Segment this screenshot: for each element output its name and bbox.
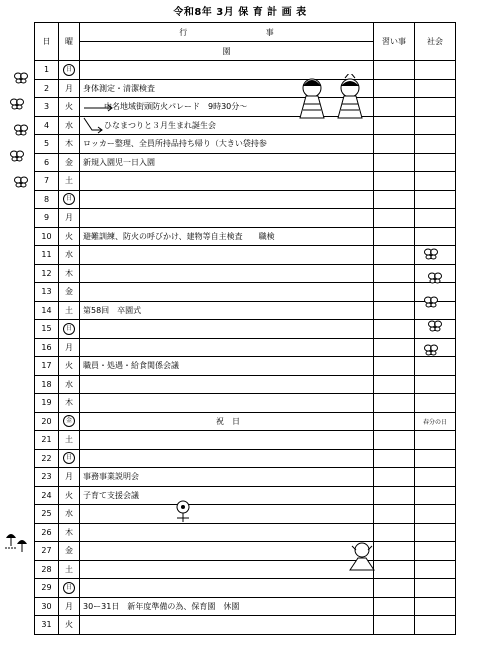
lessons-cell: [374, 523, 415, 542]
day-cell: 5: [35, 135, 59, 154]
weekday-cell: [59, 209, 80, 228]
day-cell: 31: [35, 616, 59, 635]
lessons-cell: [374, 153, 415, 172]
table-row: [35, 338, 456, 357]
event-cell: [80, 560, 374, 579]
weekday-label: 火: [65, 231, 73, 241]
weekday-cell: [59, 61, 80, 80]
lessons-cell: [374, 542, 415, 561]
header-day: 日: [35, 23, 59, 61]
table-row: [35, 79, 456, 98]
lessons-cell: [374, 190, 415, 209]
society-cell: [415, 468, 456, 487]
header-events: [80, 23, 374, 61]
day-cell: 17: [35, 357, 59, 376]
lessons-cell: [374, 431, 415, 450]
header-society: 社会: [415, 23, 456, 61]
day-cell: 22: [35, 449, 59, 468]
day-cell: 25: [35, 505, 59, 524]
weekday-label: 木: [65, 268, 73, 278]
weekday-cell: [59, 486, 80, 505]
lessons-cell: [374, 320, 415, 339]
weekday-label: 土: [65, 564, 73, 574]
lessons-cell: [374, 486, 415, 505]
weekday-label: 月: [65, 83, 73, 93]
day-cell: 6: [35, 153, 59, 172]
weekday-cell: [59, 227, 80, 246]
table-row: [35, 412, 456, 431]
society-cell: [415, 116, 456, 135]
table-row: [35, 283, 456, 302]
day-cell: 7: [35, 172, 59, 191]
weekday-label: 水: [65, 250, 73, 260]
weekday-cell: [59, 449, 80, 468]
weekday-label: 金: [65, 157, 73, 167]
lessons-cell: [374, 505, 415, 524]
table-row: [35, 209, 456, 228]
header-lessons: 習い事: [374, 23, 415, 61]
event-cell: 身体測定・清潔検査: [80, 79, 374, 98]
weekday-cell: [59, 301, 80, 320]
weekday-label: 月: [65, 601, 73, 611]
weekday-cell: [59, 505, 80, 524]
society-cell: [415, 597, 456, 616]
society-cell: [415, 449, 456, 468]
butterfly-icon: [428, 272, 442, 284]
table-row: [35, 153, 456, 172]
event-cell: 職員・処遇・給食関係会議: [80, 357, 374, 376]
butterfly-icon: [424, 248, 438, 260]
event-cell: 祝 日: [80, 412, 374, 431]
event-cell: [80, 320, 374, 339]
lessons-cell: [374, 449, 415, 468]
event-cell: [80, 375, 374, 394]
event-cell: [80, 190, 374, 209]
butterfly-icon: [424, 344, 438, 356]
society-cell: [415, 394, 456, 413]
lessons-cell: [374, 79, 415, 98]
weekday-label: 木: [65, 398, 73, 408]
table-row: [35, 616, 456, 635]
weekday-label: 水: [65, 509, 73, 519]
day-cell: 24: [35, 486, 59, 505]
weekday-label: 土: [65, 176, 73, 186]
table-row: [35, 264, 456, 283]
society-cell: [415, 227, 456, 246]
day-cell: 1: [35, 61, 59, 80]
event-cell: [80, 209, 374, 228]
society-cell: [415, 616, 456, 635]
table-row: [35, 542, 456, 561]
table-row: [35, 560, 456, 579]
lessons-cell: [374, 116, 415, 135]
event-cell: 新規入園児一日入園: [80, 153, 374, 172]
weekday-cell: [59, 560, 80, 579]
weekday-cell: [59, 153, 80, 172]
weekday-cell: [59, 283, 80, 302]
event-cell: 30ー31日 新年度準備の為、保育園 休園: [80, 597, 374, 616]
weekday-cell: [59, 172, 80, 191]
weekday-cell: [59, 616, 80, 635]
weekday-label: 月: [65, 472, 73, 482]
day-cell: 21: [35, 431, 59, 450]
day-cell: 14: [35, 301, 59, 320]
event-cell: 第58回 卒園式: [80, 301, 374, 320]
weekday-label: 土: [65, 305, 73, 315]
day-cell: 8: [35, 190, 59, 209]
society-cell: [415, 357, 456, 376]
event-cell: [80, 542, 374, 561]
day-cell: 10: [35, 227, 59, 246]
weekday-label: 金: [65, 546, 73, 556]
lessons-cell: [374, 616, 415, 635]
weekday-cell: [59, 597, 80, 616]
day-cell: 16: [35, 338, 59, 357]
event-cell: 避難訓練、防火の呼びかけ、建物等自主検査 職検: [80, 227, 374, 246]
weekday-cell: [59, 468, 80, 487]
day-cell: 9: [35, 209, 59, 228]
day-cell: 12: [35, 264, 59, 283]
header-row: [35, 23, 456, 61]
society-cell: [415, 79, 456, 98]
weekday-cell: [59, 357, 80, 376]
day-cell: 26: [35, 523, 59, 542]
weekday-cell: [59, 542, 80, 561]
society-cell: [415, 61, 456, 80]
weekday-cell: [59, 394, 80, 413]
lessons-cell: [374, 98, 415, 117]
lessons-cell: [374, 246, 415, 265]
event-cell: [80, 338, 374, 357]
arrow-icon: [82, 100, 122, 136]
event-cell: [80, 523, 374, 542]
society-cell: [415, 505, 456, 524]
table-row: [35, 320, 456, 339]
day-cell: 27: [35, 542, 59, 561]
event-cell: [80, 394, 374, 413]
society-cell: [415, 486, 456, 505]
society-cell: [415, 431, 456, 450]
event-cell: ロッカー整理、全員所持品持ち帰り（大きい袋持参: [80, 135, 374, 154]
weekday-label: 火: [65, 102, 73, 112]
day-cell: 28: [35, 560, 59, 579]
society-cell: [415, 542, 456, 561]
table-row: [35, 135, 456, 154]
day-cell: 13: [35, 283, 59, 302]
table-row: [35, 468, 456, 487]
event-cell: [80, 579, 374, 598]
weekday-label: 火: [65, 620, 73, 630]
weekday-label: 火: [65, 490, 73, 500]
day-cell: 20: [35, 412, 59, 431]
table-row: [35, 597, 456, 616]
lessons-cell: [374, 468, 415, 487]
table-row: [35, 172, 456, 191]
butterfly-icon: [10, 150, 24, 162]
flower-icon: [172, 498, 194, 524]
lessons-cell: [374, 264, 415, 283]
weekday-cell: [59, 320, 80, 339]
society-cell: [415, 375, 456, 394]
lessons-cell: [374, 357, 415, 376]
butterfly-icon: [14, 176, 28, 188]
weekday-cell: [59, 579, 80, 598]
cherry-blossom-icon: [346, 540, 378, 572]
table-row: [35, 394, 456, 413]
day-cell: 15: [35, 320, 59, 339]
butterfly-icon: [14, 72, 28, 84]
weekday-label: 火: [65, 361, 73, 371]
weekday-label: 日: [63, 323, 75, 335]
table-row: [35, 227, 456, 246]
weekday-cell: [59, 116, 80, 135]
page-title: 令和8年 3月 保 育 計 画 表: [173, 7, 307, 18]
lessons-cell: [374, 283, 415, 302]
lessons-cell: [374, 412, 415, 431]
event-cell: ひなまつりと３月生まれ誕生会: [80, 116, 374, 135]
society-cell: 春分の日: [415, 412, 456, 431]
butterfly-icon: [424, 296, 438, 308]
weekday-cell: [59, 412, 80, 431]
table-row: [35, 523, 456, 542]
table-row: [35, 61, 456, 80]
weekday-label: 水: [65, 379, 73, 389]
lessons-cell: [374, 61, 415, 80]
society-cell: [415, 209, 456, 228]
butterfly-icon: [14, 124, 28, 136]
lessons-cell: [374, 135, 415, 154]
society-cell: [415, 523, 456, 542]
day-cell: 11: [35, 246, 59, 265]
day-cell: 23: [35, 468, 59, 487]
mushroom-icon: [4, 528, 30, 554]
lessons-cell: [374, 579, 415, 598]
society-cell: [415, 190, 456, 209]
event-cell: [80, 264, 374, 283]
weekday-label: 金: [65, 287, 73, 297]
weekday-label: 日: [63, 193, 75, 205]
weekday-cell: [59, 246, 80, 265]
day-cell: 30: [35, 597, 59, 616]
lessons-cell: [374, 597, 415, 616]
table-row: [35, 246, 456, 265]
header-weekday: 曜: [59, 23, 80, 61]
lessons-cell: [374, 375, 415, 394]
table-row: [35, 505, 456, 524]
event-cell: [80, 246, 374, 265]
weekday-label: 木: [65, 139, 73, 149]
weekday-cell: [59, 375, 80, 394]
header-events-label-1: 行: [179, 27, 188, 37]
weekday-label: 水: [65, 120, 73, 130]
weekday-label: 日: [63, 64, 75, 76]
event-cell: [80, 449, 374, 468]
table-row: [35, 357, 456, 376]
header-events-label-2: 事: [265, 27, 274, 37]
weekday-cell: [59, 431, 80, 450]
event-cell: 事務事業説明会: [80, 468, 374, 487]
weekday-cell: [59, 523, 80, 542]
weekday-cell: [59, 338, 80, 357]
weekday-label: 土: [65, 435, 73, 445]
weekday-cell: [59, 190, 80, 209]
hina-dolls-icon: [290, 74, 374, 120]
society-cell: [415, 560, 456, 579]
event-cell: [80, 172, 374, 191]
table-row: [35, 579, 456, 598]
society-cell: [415, 153, 456, 172]
day-cell: 19: [35, 394, 59, 413]
butterfly-icon: [428, 320, 442, 332]
weekday-cell: [59, 79, 80, 98]
day-cell: 3: [35, 98, 59, 117]
day-cell: 4: [35, 116, 59, 135]
butterfly-icon: [10, 98, 24, 110]
lessons-cell: [374, 301, 415, 320]
weekday-label: 日: [63, 452, 75, 464]
lessons-cell: [374, 172, 415, 191]
weekday-label: 木: [65, 527, 73, 537]
weekday-cell: [59, 135, 80, 154]
event-cell: [80, 431, 374, 450]
event-cell: [80, 505, 374, 524]
lessons-cell: [374, 338, 415, 357]
event-cell: 子育て支援会議: [80, 486, 374, 505]
day-cell: 2: [35, 79, 59, 98]
weekday-cell: [59, 98, 80, 117]
society-cell: [415, 579, 456, 598]
society-cell: [415, 172, 456, 191]
event-cell: [80, 616, 374, 635]
table-row: [35, 431, 456, 450]
event-cell: [80, 283, 374, 302]
table-row: [35, 486, 456, 505]
lessons-cell: [374, 227, 415, 246]
table-row: [35, 301, 456, 320]
weekday-label: 月: [65, 342, 73, 352]
weekday-label: 月: [65, 213, 73, 223]
event-cell: 中名地域街頭防火パレード 9時30分～: [80, 98, 374, 117]
header-events-sub: 園: [222, 46, 231, 56]
table-row: [35, 449, 456, 468]
day-cell: 18: [35, 375, 59, 394]
lessons-cell: [374, 560, 415, 579]
table-row: [35, 375, 456, 394]
society-cell: [415, 98, 456, 117]
weekday-label: 日: [63, 582, 75, 594]
weekday-label: 金: [63, 415, 75, 427]
weekday-cell: [59, 264, 80, 283]
day-cell: 29: [35, 579, 59, 598]
table-row: [35, 190, 456, 209]
lessons-cell: [374, 209, 415, 228]
lessons-cell: [374, 394, 415, 413]
society-cell: [415, 135, 456, 154]
